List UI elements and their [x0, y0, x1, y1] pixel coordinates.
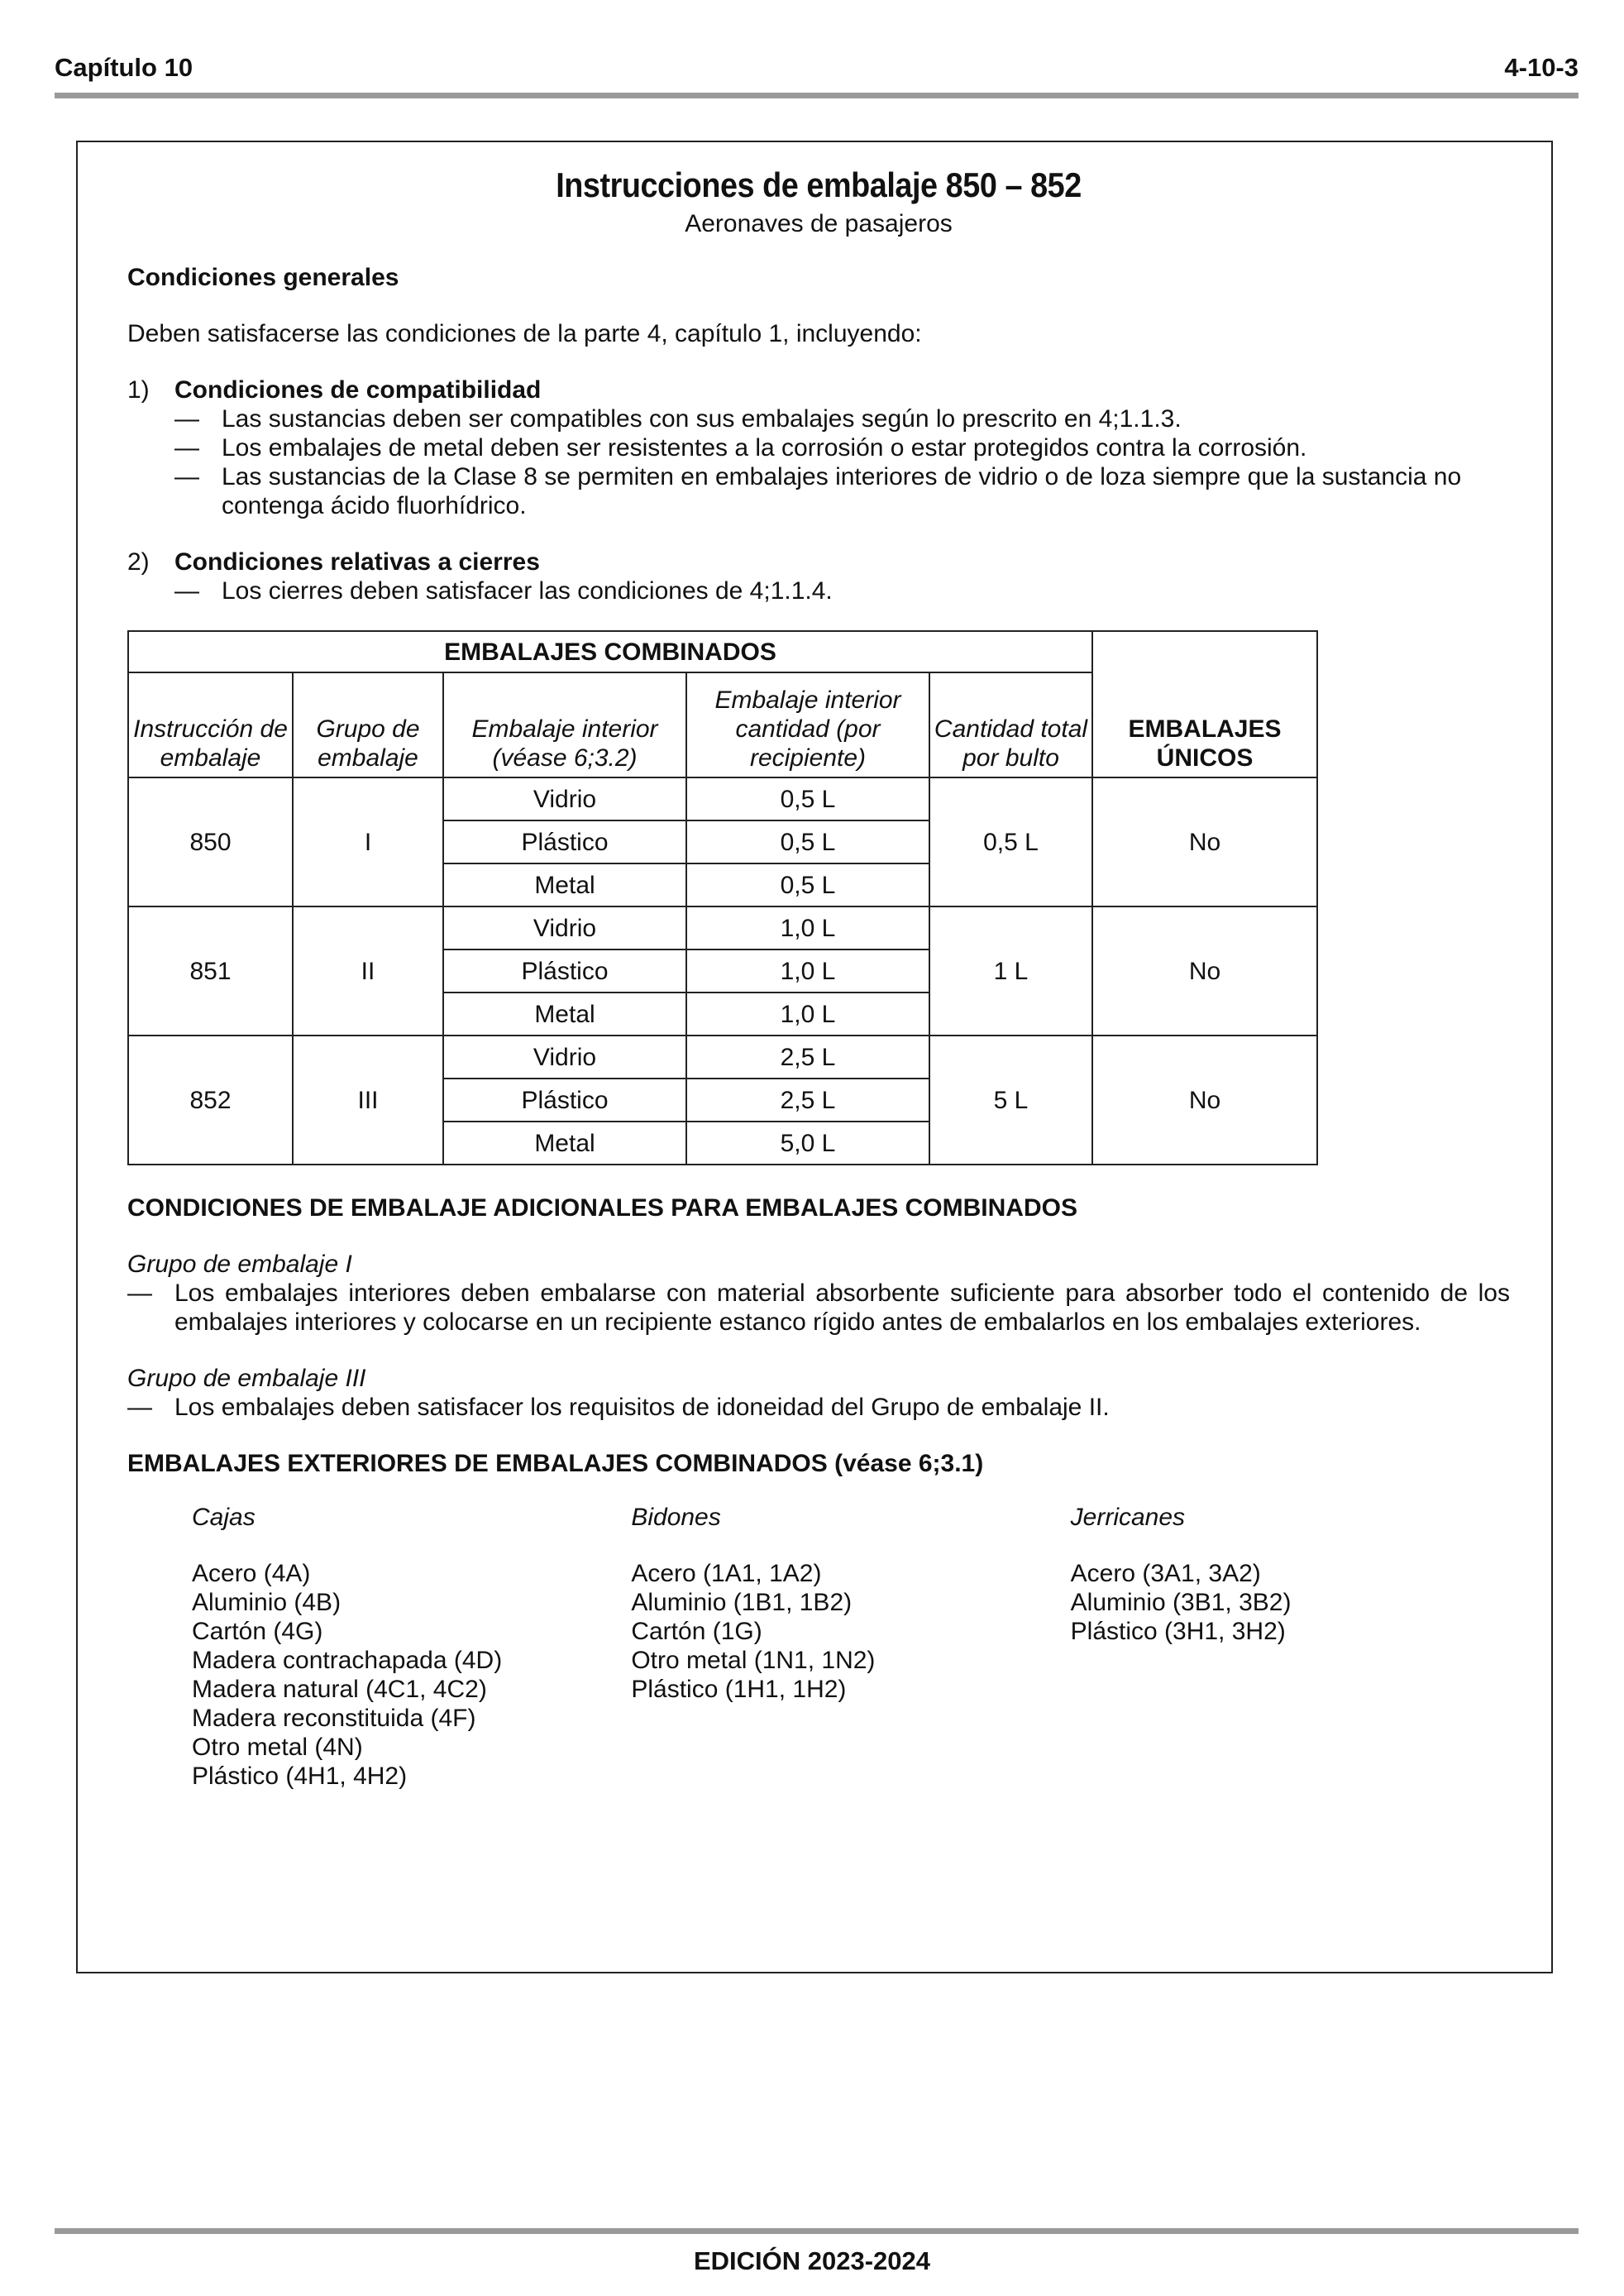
additional-heading: CONDICIONES DE EMBALAJE ADICIONALES PARA EMBALAJES COMBINADOS [127, 1194, 1077, 1222]
page-number: 4-10-3 [1504, 53, 1579, 82]
page-header [55, 50, 1579, 86]
section-title: Condiciones de compatibilidad [174, 376, 542, 404]
material-cell: Vidrio [443, 906, 686, 949]
outer-column-boxes [192, 1503, 631, 1791]
list-item: Aluminio (4B) [192, 1589, 342, 1616]
list-item-text: Los embalajes interiores deben embalarse con material absorbente suficiente para absorber todo el contenido de los embalajes interiores y colocarse en un recipiente estanco rígido antes de embalarlos en los embalajes exteriores. [174, 1280, 1510, 1336]
column-header: Cantidad total por bulto [929, 672, 1092, 777]
section-title: Condiciones relativas a cierres [174, 548, 540, 576]
closures-list [174, 576, 1510, 605]
additional-list-group-i [127, 1279, 1510, 1337]
dash-bullet: — [127, 1394, 152, 1421]
list-item-text: Los embalajes deben satisfacer los requisitos de idoneidad del Grupo de embalaje II. [174, 1394, 1110, 1421]
column-header: Instrucción de embalaje [128, 672, 293, 777]
group-label: Grupo de embalaje III [127, 1365, 366, 1392]
dash-bullet: — [174, 577, 199, 605]
list-item-text: Los embalajes de metal deben ser resistentes a la corrosión o estar protegidos contra la corrosión. [222, 434, 1307, 462]
material-cell: Plástico [443, 949, 686, 993]
quantity-cell: 2,5 L [686, 1079, 929, 1122]
section-number: 1) [127, 376, 150, 404]
material-cell: Metal [443, 1122, 686, 1165]
list-item: Cartón (1G) [631, 1618, 762, 1645]
box-content [127, 142, 1510, 1791]
quantity-cell: 0,5 L [686, 863, 929, 906]
section-2-heading [127, 548, 1510, 576]
section-number: 2) [127, 548, 150, 576]
page-title: Instrucciones de embalaje 850 – 852 [556, 165, 1082, 204]
material-cell: Metal [443, 863, 686, 906]
column-title: Bidones [631, 1504, 721, 1531]
page-subtitle: Aeronaves de pasajeros [685, 210, 953, 237]
column-header: Grupo de embalaje [293, 672, 443, 777]
list-item: Plástico (4H1, 4H2) [192, 1763, 408, 1790]
general-intro: Deben satisfacerse las condiciones de la parte 4, capítulo 1, incluyendo: [127, 320, 922, 347]
list-item [174, 462, 1510, 520]
list-item: Cartón (4G) [192, 1618, 323, 1645]
list-item-text: Las sustancias de la Clase 8 se permiten en embalajes interiores de vidrio o de loza siempre que la sustancia no contenga ácido fluorhídrico. [222, 463, 1462, 519]
material-cell: Metal [443, 993, 686, 1036]
list-item: Aluminio (3B1, 3B2) [1070, 1589, 1292, 1616]
quantity-cell: 0,5 L [686, 777, 929, 820]
outer-column-drums [631, 1503, 1070, 1791]
table-row [128, 1036, 1317, 1079]
dash-bullet: — [174, 434, 199, 462]
single-cell: No [1092, 1036, 1317, 1165]
quantity-cell: 1,0 L [686, 949, 929, 993]
group-label: Grupo de embalaje I [127, 1251, 352, 1278]
group-cell: III [293, 1036, 443, 1165]
quantity-cell: 2,5 L [686, 1036, 929, 1079]
group-cell: II [293, 906, 443, 1036]
column-header: Embalaje interior cantidad (por recipiente) [686, 672, 929, 777]
general-heading: Condiciones generales [127, 264, 399, 291]
outer-column-jerricans [1071, 1503, 1510, 1791]
total-cell: 1 L [929, 906, 1092, 1036]
quantity-cell: 0,5 L [686, 820, 929, 863]
instruction-cell: 852 [128, 1036, 293, 1165]
material-cell: Vidrio [443, 777, 686, 820]
list-item [127, 1393, 1510, 1422]
footer-divider [55, 2228, 1579, 2234]
compatibility-list [174, 404, 1510, 520]
quantity-cell: 1,0 L [686, 906, 929, 949]
list-item [174, 433, 1510, 462]
single-cell: No [1092, 777, 1317, 906]
list-item: Madera contrachapada (4D) [192, 1647, 503, 1674]
additional-list-group-iii [127, 1393, 1510, 1422]
list-item [174, 404, 1510, 433]
total-cell: 5 L [929, 1036, 1092, 1165]
page-footer: EDICIÓN 2023-2024 [693, 2246, 931, 2275]
dash-bullet: — [127, 1280, 152, 1307]
instruction-cell: 851 [128, 906, 293, 1036]
list-item: Otro metal (4N) [192, 1734, 363, 1761]
list-item: Acero (1A1, 1A2) [631, 1560, 822, 1587]
list-item: Acero (4A) [192, 1560, 311, 1587]
outer-heading: EMBALAJES EXTERIORES DE EMBALAJES COMBINADOS (véase 6;3.1) [127, 1450, 984, 1477]
quantity-cell: 5,0 L [686, 1122, 929, 1165]
instruction-cell: 850 [128, 777, 293, 906]
material-cell: Vidrio [443, 1036, 686, 1079]
list-item: Plástico (3H1, 3H2) [1070, 1618, 1286, 1645]
list-item: Aluminio (1B1, 1B2) [631, 1589, 853, 1616]
single-cell: No [1092, 906, 1317, 1036]
table-row [128, 906, 1317, 949]
combined-packagings-header: EMBALAJES COMBINADOS [128, 631, 1092, 672]
dash-bullet: — [174, 463, 199, 490]
dash-bullet: — [174, 405, 199, 433]
list-item [174, 576, 1510, 605]
list-item [127, 1279, 1510, 1337]
section-1-heading [127, 375, 1510, 404]
header-divider [55, 93, 1579, 98]
outer-packagings-columns [192, 1503, 1510, 1791]
material-cell: Plástico [443, 820, 686, 863]
material-cell: Plástico [443, 1079, 686, 1122]
list-item: Madera natural (4C1, 4C2) [192, 1676, 487, 1703]
total-cell: 0,5 L [929, 777, 1092, 906]
list-item-text: Los cierres deben satisfacer las condiciones de 4;1.1.4. [222, 577, 833, 605]
packing-table [127, 630, 1318, 1165]
list-item: Madera reconstituida (4F) [192, 1705, 476, 1732]
list-item-text: Las sustancias deben ser compatibles con sus embalajes según lo prescrito en 4;1.1.3. [222, 405, 1182, 433]
single-packagings-header: EMBALAJES ÚNICOS [1092, 631, 1317, 777]
quantity-cell: 1,0 L [686, 993, 929, 1036]
list-item: Acero (3A1, 3A2) [1070, 1560, 1261, 1587]
column-title: Jerricanes [1070, 1504, 1186, 1531]
packing-instruction-box [76, 141, 1553, 1973]
column-title: Cajas [192, 1504, 256, 1531]
list-item: Otro metal (1N1, 1N2) [631, 1647, 876, 1674]
chapter-label: Capítulo 10 [55, 53, 193, 82]
list-item: Plástico (1H1, 1H2) [631, 1676, 847, 1703]
table-row [128, 777, 1317, 820]
column-header: Embalaje interior (véase 6;3.2) [443, 672, 686, 777]
group-cell: I [293, 777, 443, 906]
